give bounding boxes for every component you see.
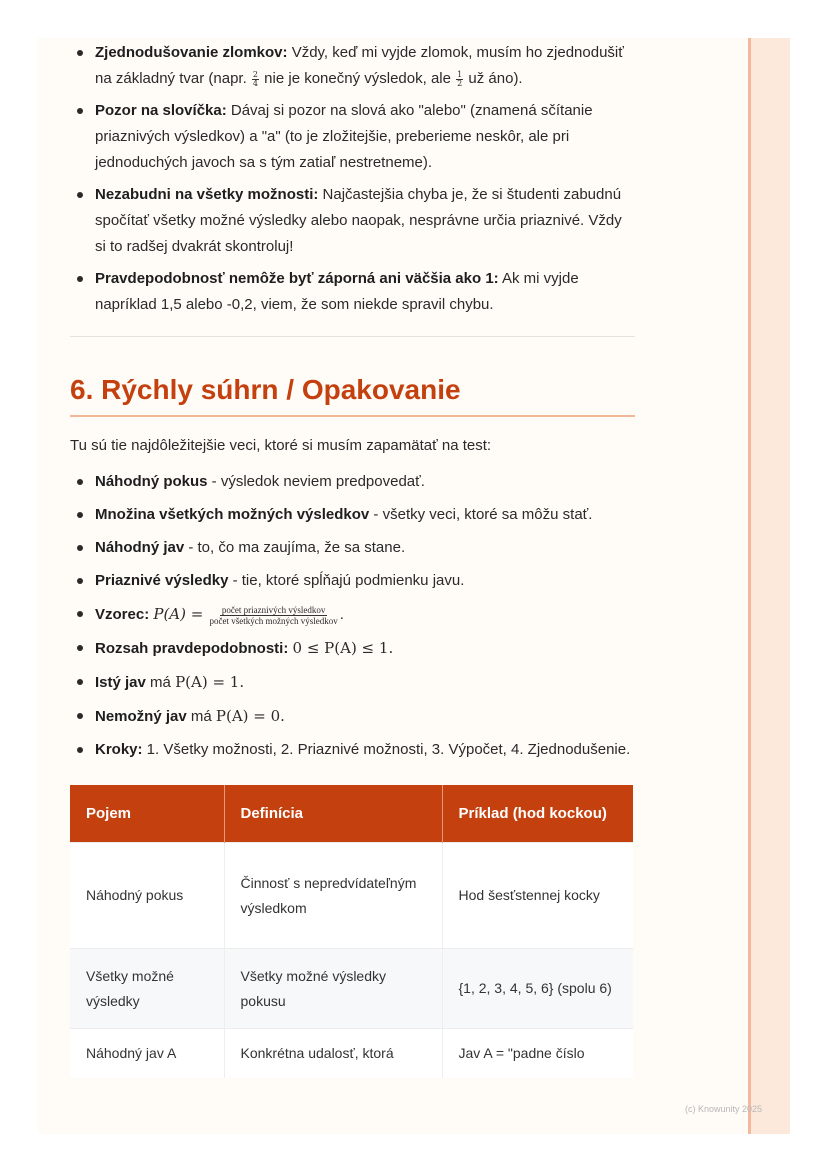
section-title: 6. Rýchly súhrn / Opakovanie bbox=[70, 374, 461, 405]
summary-text: - to, čo ma zaujíma, že sa stane. bbox=[184, 539, 406, 556]
tip-title: Pravdepodobnosť nemôže byť záporná ani väčšia ako 1: bbox=[95, 270, 499, 287]
table-cell: Všetky možné výsledky pokusu bbox=[224, 949, 442, 1029]
section-intro: Tu sú tie najdôležitejšie veci, ktoré si musím zapamätať na test: bbox=[70, 437, 492, 454]
fraction-denominator: 2 bbox=[457, 78, 463, 88]
tip-text: Najčastejšia chyba je, že si študenti zabudnú spočítať všetky možné výsledky alebo naopak, nesprávne určia priaznivé. Vždy si to radšej dvakrát skontroluj! bbox=[95, 186, 622, 255]
side-margin-line bbox=[748, 38, 751, 1134]
summary-item bbox=[70, 469, 635, 495]
table-header-row bbox=[70, 785, 633, 843]
summary-term: Istý jav bbox=[95, 674, 146, 691]
fraction-two-quarters bbox=[252, 71, 259, 88]
summary-text: má bbox=[186, 708, 216, 725]
summary-item bbox=[70, 669, 635, 696]
fraction-denominator: počet všetkých možných výsledkov bbox=[209, 615, 338, 626]
summary-table bbox=[70, 785, 633, 1078]
summary-text: - výsledok neviem predpovedať. bbox=[207, 473, 425, 490]
table-header-cell: Príklad (hod kockou) bbox=[442, 785, 633, 843]
summary-term: Náhodný pokus bbox=[95, 473, 208, 490]
summary-text: 1. Všetky možnosti, 2. Priaznivé možnosti, 3. Výpočet, 4. Zjednodušenie. bbox=[142, 741, 631, 758]
fraction-one-half bbox=[456, 71, 463, 88]
table-cell: Náhodný pokus bbox=[70, 843, 224, 949]
tip-item bbox=[70, 40, 635, 92]
summary-item bbox=[70, 535, 635, 561]
summary-term: Náhodný jav bbox=[95, 539, 185, 556]
summary-term: Kroky: bbox=[95, 741, 143, 758]
table-cell: Konkrétna udalosť, ktorá bbox=[224, 1029, 442, 1079]
summary-item bbox=[70, 703, 635, 730]
table-cell: Jav A = "padne číslo bbox=[442, 1029, 633, 1079]
tip-text: Vždy, keď mi vyjde zlomok, musím ho zjednodušiť na základný tvar (napr. bbox=[95, 44, 624, 87]
summary-math: P(A) = 1. bbox=[175, 673, 245, 691]
summary-text: má bbox=[145, 674, 176, 691]
table-cell: Všetky možné výsledky bbox=[70, 949, 224, 1029]
table-cell: Činnosť s nepredvídateľným výsledkom bbox=[224, 843, 442, 949]
summary-term: Nemožný jav bbox=[95, 708, 187, 725]
formula-lhs: P(A) = bbox=[153, 605, 204, 623]
tip-title: Zjednodušovanie zlomkov: bbox=[95, 44, 288, 61]
summary-item bbox=[70, 635, 635, 662]
summary-text: - všetky veci, ktoré sa môžu stať. bbox=[369, 506, 593, 523]
summary-item-formula bbox=[70, 601, 635, 628]
tip-text: Ak mi vyjde napríklad 1,5 alebo -0,2, viem, že som niekde spravil chybu. bbox=[95, 270, 579, 313]
table-cell: Hod šesťstennej kocky bbox=[442, 843, 633, 949]
fraction-numerator: 2 bbox=[252, 69, 259, 79]
table-header-cell: Pojem bbox=[70, 785, 224, 843]
table-row bbox=[70, 1029, 633, 1079]
probability-fraction bbox=[210, 605, 338, 626]
summary-text: - tie, ktoré spĺňajú podmienku javu. bbox=[228, 572, 465, 589]
summary-term: Rozsah pravdepodobnosti: bbox=[95, 640, 289, 657]
fraction-denominator: 4 bbox=[252, 78, 259, 88]
fraction-numerator: počet priaznivých výsledkov bbox=[221, 604, 326, 615]
document-page bbox=[38, 38, 790, 1134]
summary-list bbox=[70, 469, 635, 763]
tip-item bbox=[70, 182, 635, 260]
summary-math: P(A) = 0. bbox=[215, 707, 285, 725]
content-column bbox=[70, 38, 635, 1078]
summary-math: 0 ≤ P(A) ≤ 1. bbox=[292, 639, 394, 657]
copyright-watermark: (c) Knowunity 2025 bbox=[685, 1104, 763, 1114]
side-margin-band bbox=[748, 38, 790, 1134]
tip-title: Nezabudni na všetky možnosti: bbox=[95, 186, 319, 203]
fraction-numerator: 1 bbox=[457, 69, 463, 79]
tip-item bbox=[70, 266, 635, 318]
summary-term: Vzorec: bbox=[95, 606, 150, 623]
table-cell: {1, 2, 3, 4, 5, 6} (spolu 6) bbox=[442, 949, 633, 1029]
summary-item bbox=[70, 737, 635, 763]
summary-term: Priaznivé výsledky bbox=[95, 572, 229, 589]
table-header-cell: Definícia bbox=[224, 785, 442, 843]
tip-title: Pozor na slovíčka: bbox=[95, 102, 227, 119]
summary-term: Množina všetkých možných výsledkov bbox=[95, 506, 370, 523]
summary-item bbox=[70, 502, 635, 528]
section-title-underline bbox=[70, 415, 635, 417]
table-cell: Náhodný jav A bbox=[70, 1029, 224, 1079]
table-row bbox=[70, 949, 633, 1029]
tip-text: Dávaj si pozor na slová ako "alebo" (znamená sčítanie priaznivých výsledkov) a "a" (to je zložitejšie, preberieme neskôr, ale pri jednoduchých javoch sa s tým zatiaľ nestretneme). bbox=[95, 102, 593, 171]
tip-item bbox=[70, 98, 635, 176]
summary-item bbox=[70, 568, 635, 594]
section-divider bbox=[70, 336, 635, 337]
tips-list bbox=[70, 40, 635, 318]
table-row bbox=[70, 843, 633, 949]
formula-end: . bbox=[339, 606, 344, 623]
tip-text: nie je konečný výsledok, ale bbox=[260, 70, 456, 87]
tip-text: už áno). bbox=[464, 70, 523, 87]
